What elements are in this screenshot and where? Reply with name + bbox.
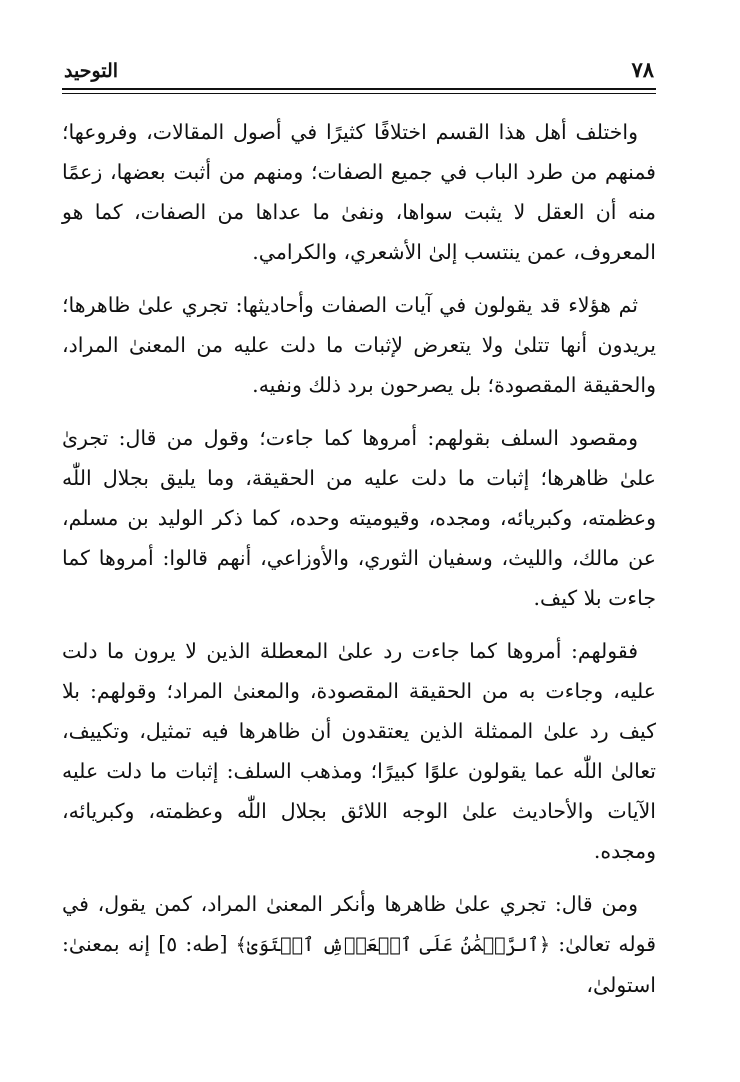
quran-verse: ﴿ٱلرَّحۡمَٰنُ عَلَى ٱلۡعَرۡشِ ٱسۡتَوَىٰ﴾ [235,934,551,956]
paragraph-text: إنه بمعنىٰ: استولىٰ، [62,932,656,997]
book-page [62,50,656,1005]
paragraph: ومقصود السلف بقولهم: أمروها كما جاءت؛ وقول من قال: تجرىٰ علىٰ ظاهرها؛ إثبات ما دلت عليه من الحقيقة، وما يليق بجلال اللّٰه وعظمته، وكبريائه، ومجده، وقيوميته وحده، كما ذكر الوليد بن مسلم، عن مالك، والليث، وسفيان الثوري، والأوزاعي، أنهم قالوا: أمروها كما جاءت بلا كيف. [62,426,656,610]
paragraph: ثم هؤلاء قد يقولون في آيات الصفات وأحاديثها: تجري علىٰ ظاهرها؛ يريدون أنها تتلىٰ ولا يتعرض لإثبات ما دلت عليه من المعنىٰ المراد، والحقيقة المقصودة؛ بل يصرحون برد ذلك ونفيه. [62,293,656,397]
page-header [62,50,656,82]
page-number: ٧٨ [631,57,654,82]
paragraph-text: ومن قال: تجري علىٰ ظاهرها وأنكر المعنىٰ المراد، كمن يقول، في قوله تعالىٰ: [62,892,657,956]
running-title: التوحيد [64,60,119,82]
paragraph: واختلف أهل هذا القسم اختلافًا كثيرًا في أصول المقالات، وفروعها؛ فمنهم من طرد الباب في جميع الصفات؛ ومنهم من أثبت بعضها، زعمًا منه أن العقل لا يثبت سواها، ونفىٰ ما عداها من الصفات، كما هو المعروف، عمن ينتسب إلىٰ الأشعري، والكرامي. [62,120,656,264]
paragraph-with-verse [62,884,656,1005]
verse-citation: [طه: ٥] [150,932,236,956]
body-text [62,112,656,1005]
paragraph: فقولهم: أمروها كما جاءت رد علىٰ المعطلة الذين لا يرون ما دلت عليه، وجاءت به من الحقيقة المقصودة، والمعنىٰ المراد؛ وقولهم: بلا كيف رد علىٰ الممثلة الذين يعتقدون أن ظاهرها فيه تمثيل، وتكييف، تعالىٰ اللّٰه عما يقولون علوًا كبيرًا؛ ومذهب السلف: إثبات ما دلت عليه الآيات والأحاديث علىٰ الوجه اللائق بجلال اللّٰه وعظمته، وكبريائه، ومجده. [62,639,656,863]
header-rule [62,88,656,94]
